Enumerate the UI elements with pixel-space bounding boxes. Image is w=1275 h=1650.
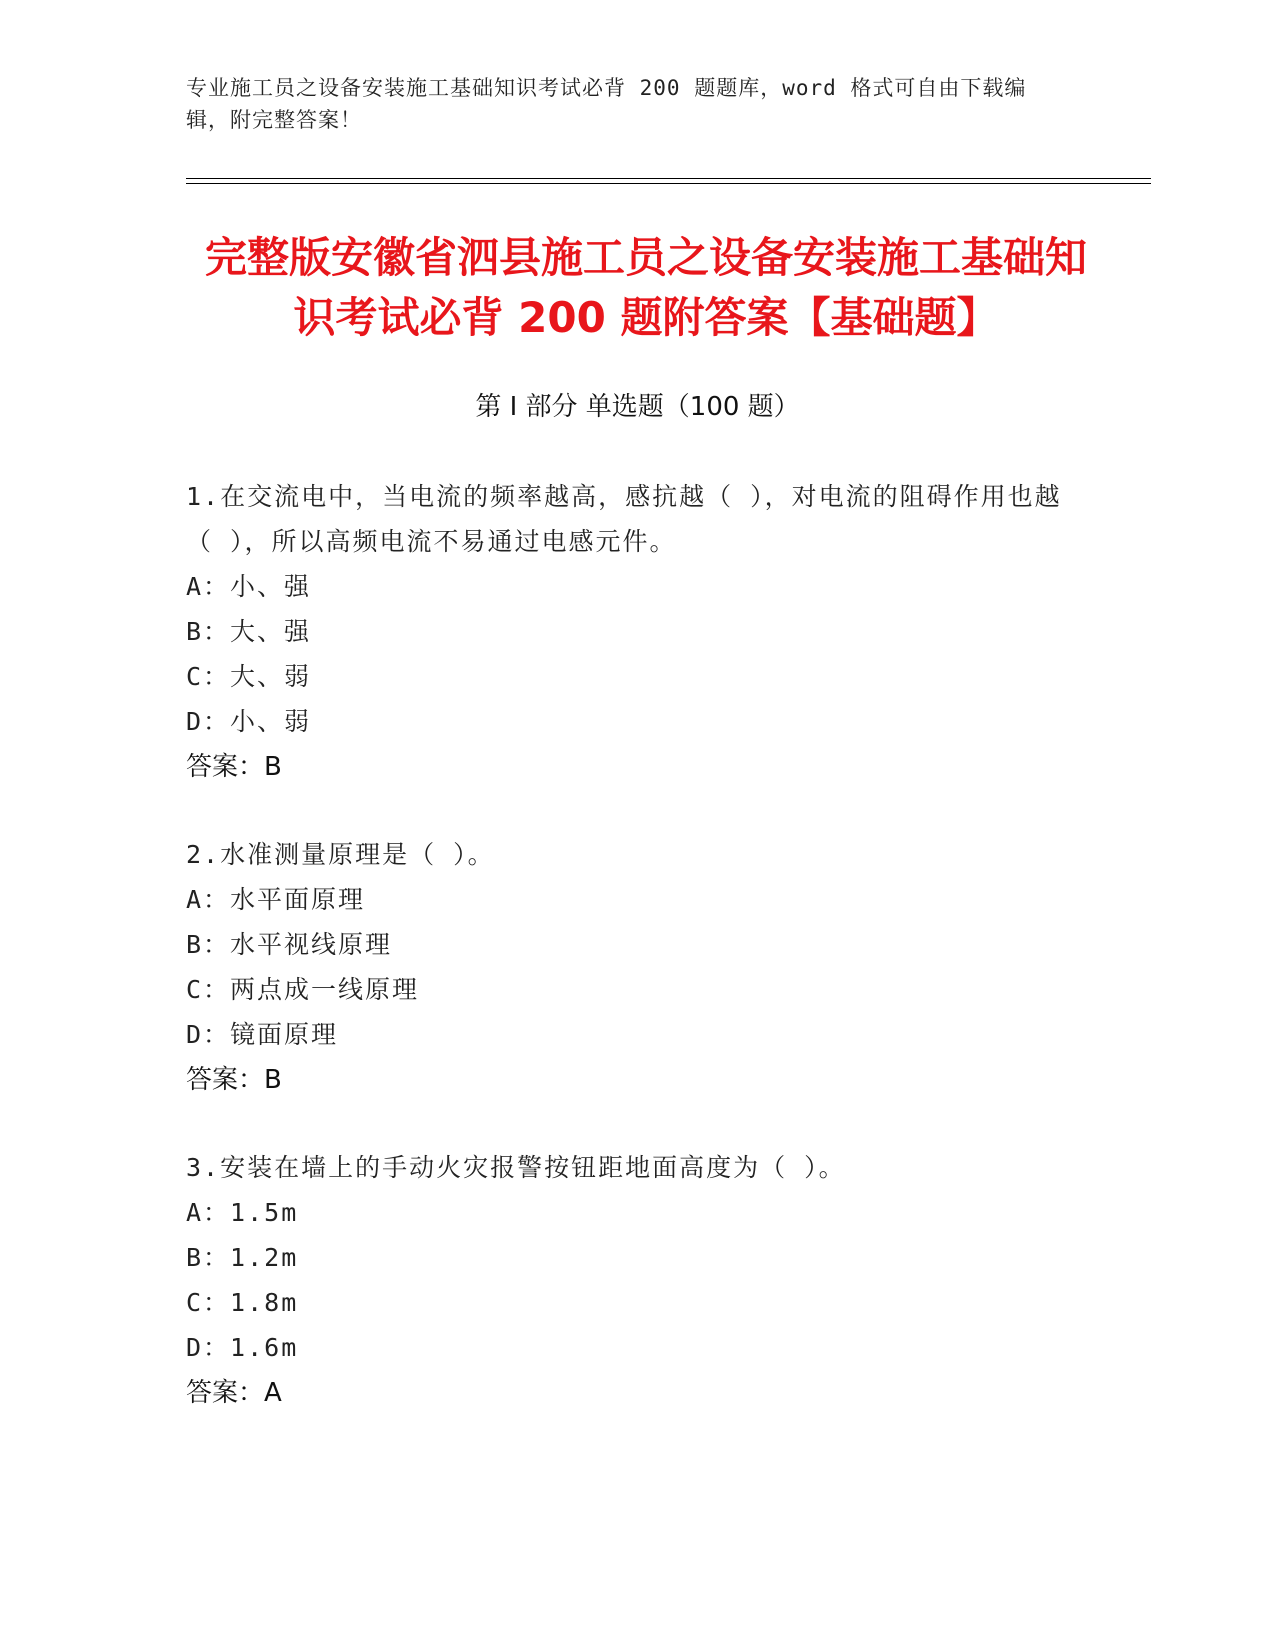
option-b: B：大、强 — [186, 617, 312, 646]
question-2 — [186, 832, 1086, 1103]
answer: 答案：A — [186, 1378, 282, 1408]
document-title: 完整版安徽省泗县施工员之设备安装施工基础知识考试必背 200 题附答案【基础题】 — [204, 233, 1087, 342]
option-a: A：水平面原理 — [186, 885, 366, 914]
question-1 — [186, 474, 1086, 790]
question-stem: 2.水准测量原理是（ ）。 — [186, 840, 495, 869]
question-3 — [186, 1145, 1086, 1416]
option-d: D：镜面原理 — [186, 1020, 339, 1049]
section-title: 第 I 部分 单选题（100 题） — [475, 392, 800, 422]
header-note: 专业施工员之设备安装施工基础知识考试必背 200 题题库，word 格式可自由下载编辑，附完整答案！ — [186, 76, 1027, 132]
answer: 答案：B — [186, 752, 282, 782]
option-c: C：两点成一线原理 — [186, 975, 420, 1004]
option-a: A：1.5m — [186, 1198, 299, 1227]
option-c: C：大、弱 — [186, 662, 312, 691]
option-d: D：1.6m — [186, 1333, 299, 1362]
option-d: D：小、弱 — [186, 707, 312, 736]
header-rule-top — [186, 178, 1151, 179]
question-stem: 3.安装在墙上的手动火灾报警按钮距地面高度为（ ）。 — [186, 1153, 846, 1182]
question-list — [186, 474, 1086, 1458]
header-rule-bottom — [186, 183, 1151, 184]
option-b: B：水平视线原理 — [186, 930, 393, 959]
question-stem: 1.在交流电中，当电流的频率越高，感抗越（ ），对电流的阻碍作用也越（ ），所以高频电流不易通过电感元件。 — [186, 482, 1062, 556]
option-c: C：1.8m — [186, 1288, 299, 1317]
answer: 答案：B — [186, 1065, 282, 1095]
option-b: B：1.2m — [186, 1243, 299, 1272]
option-a: A：小、强 — [186, 572, 312, 601]
